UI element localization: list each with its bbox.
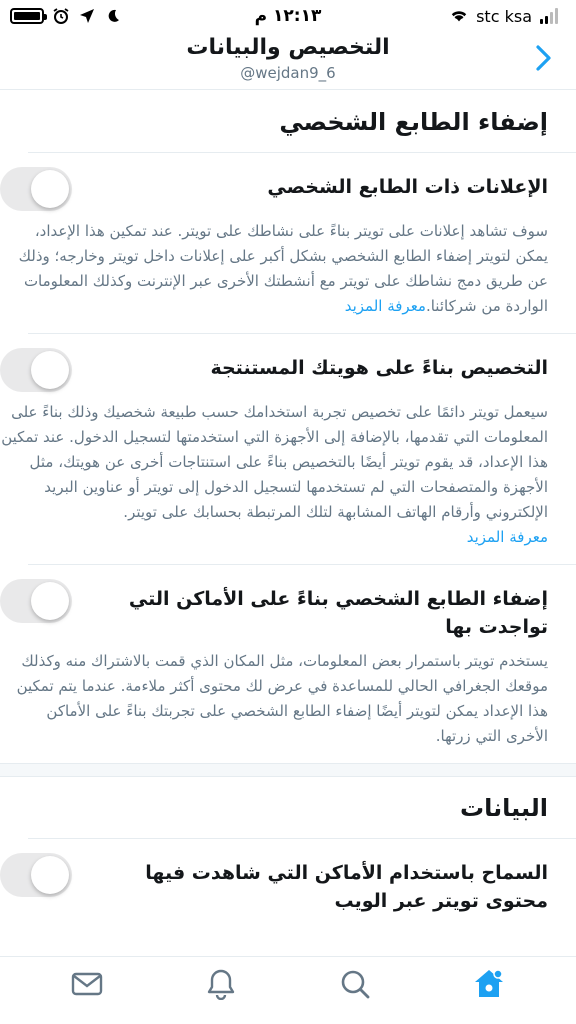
learn-more-link[interactable]: معرفة المزيد <box>466 528 548 546</box>
wifi-icon <box>450 7 468 25</box>
section-title: إضفاء الطابع الشخصي <box>279 107 548 136</box>
home-icon <box>472 967 506 1005</box>
account-handle: @wejdan9_6 <box>240 64 336 82</box>
web-places-toggle[interactable] <box>0 853 72 897</box>
setting-row-personalized-ads <box>18 153 576 334</box>
tab-bar <box>0 956 576 1024</box>
setting-description <box>0 219 548 319</box>
tab-notifications[interactable] <box>191 961 251 1011</box>
status-right <box>450 7 558 26</box>
page-title: التخصيص والبيانات <box>186 35 390 60</box>
status-left <box>10 7 122 25</box>
setting-title: التخصيص بناءً على هويتك المستنتجة <box>210 357 548 379</box>
inferred-identity-toggle[interactable] <box>0 348 72 392</box>
status-time: ١٢:١٣ م <box>254 6 322 26</box>
setting-title: الإعلانات ذات الطابع الشخصي <box>267 176 548 198</box>
setting-description <box>0 400 548 550</box>
setting-description: يستخدم تويتر باستمرار بعض المعلومات، مثل المكان الذي قمت بالاشتراك منه وكذلك موقعك الجغرافي الحالي للمساعدة في عرض لك محتوى أكثر ملاءمة. عندما يتم تمكين هذا الإعداد يمكن لتويتر أيضًا إضفاء الطابع الشخصي على تجربتك بناءً على الأماكن الأخرى التي زرتها. <box>16 652 548 745</box>
search-icon <box>340 969 370 1003</box>
setting-title: السماح باستخدام الأماكن التي شاهدت فيها محتوى تويتر عبر الويب <box>145 862 548 912</box>
bell-icon <box>207 968 235 1004</box>
places-toggle[interactable] <box>0 579 72 623</box>
carrier-label: stc ksa <box>476 6 532 26</box>
tab-search[interactable] <box>325 961 385 1011</box>
back-button[interactable] <box>526 42 562 78</box>
battery-icon <box>10 8 44 24</box>
personalized-ads-toggle[interactable] <box>0 167 72 211</box>
mail-icon <box>71 971 103 1001</box>
setting-title: إضفاء الطابع الشخصي بناءً على الأماكن التي تواجدت بها <box>128 588 548 638</box>
settings-content[interactable] <box>0 91 576 956</box>
location-icon <box>78 7 96 25</box>
tab-messages[interactable] <box>57 961 117 1011</box>
signal-icon <box>540 8 558 24</box>
section-heading-personalization <box>28 91 576 153</box>
nav-header <box>0 32 576 90</box>
section-title: البيانات <box>460 793 548 822</box>
setting-row-inferred-identity <box>1 334 576 565</box>
setting-row-web-places <box>28 839 576 929</box>
status-bar <box>0 0 576 32</box>
header-titles <box>0 32 576 84</box>
learn-more-link[interactable]: معرفة المزيد <box>344 297 426 315</box>
moon-icon <box>104 7 122 25</box>
tab-home[interactable] <box>459 961 519 1011</box>
setting-row-places <box>16 565 576 763</box>
chevron-right-icon <box>535 44 553 76</box>
description-text: سيعمل تويتر دائمًا على تخصيص تجربة استخدامك حسب طبيعة شخصيك وذلك بناءً على المعلومات التي تقدمها، بالإضافة إلى الأجهزة التي استخدمتها لتسجيل الدخول. عند تمكين هذا الإعداد، قد يقوم تويتر أيضًا بالتخصيص بناءً على استنتاجات أخرى عن هويتك، مثل الأجهزة والمتصفحات التي لم تستخدمها لتسجيل الدخول إلى تويتر أو عناوين البريد الإلكتروني وأرقام الهاتف المشابهة لتلك المرتبطة بحسابك على تويتر. <box>1 403 548 521</box>
section-divider <box>0 763 576 777</box>
description-text: سوف تشاهد إعلانات على تويتر بناءً على نشاطك على تويتر. عند تمكين هذا الإعداد، يمكن لتويتر إضفاء الطابع الشخصي بشكل أكبر على إعلانات داخل تويتر وخارجه؛ وذلك عن طريق دمج نشاطك على تويتر مع أنشطتك الأخرى عبر الإنترنت وكذلك المعلومات الواردة من شركائنا. <box>18 222 548 315</box>
section-heading-data <box>28 777 576 839</box>
alarm-icon <box>52 7 70 25</box>
